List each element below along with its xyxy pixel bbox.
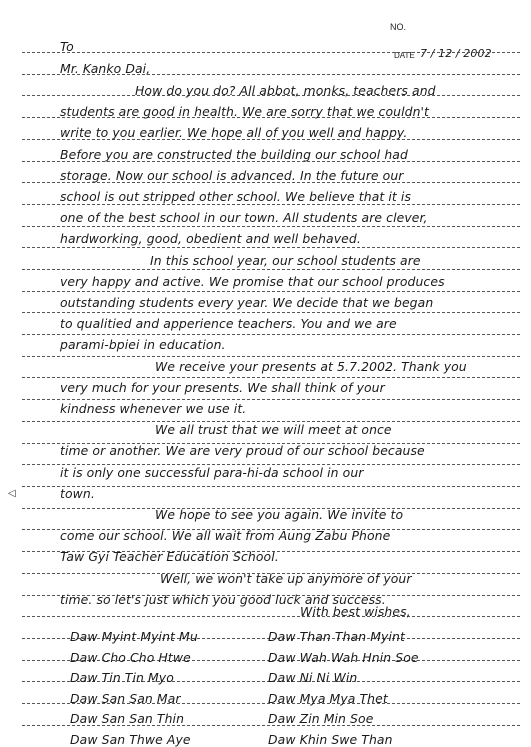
ruled-line: [22, 52, 520, 53]
letter-line: Taw Gyi Teacher Education School.: [60, 549, 279, 565]
letter-line: Before you are constructed the building our school had: [60, 146, 408, 162]
letter-line: In this school year, our school students are: [150, 252, 421, 268]
ruled-line: [22, 399, 520, 400]
ruled-line: [22, 247, 520, 248]
letter-line: write to you earlier. We hope all of you well and happy.: [60, 125, 408, 141]
signature-left: Daw San San Thin: [70, 711, 185, 726]
ruled-line: [22, 204, 520, 205]
letter-line: parami-bpiei in education.: [60, 337, 226, 353]
letter-line: hardworking, good, obedient and well behaved.: [60, 231, 361, 247]
signature-right: Daw Than Than Myint: [268, 629, 405, 644]
letter-line: very much for your presents. We shall think of your: [60, 379, 385, 395]
letter-line: How do you do? All abbot, monks, teachers and: [135, 83, 436, 98]
signature-left: Daw Myint Myint Mu: [70, 629, 198, 644]
letter-line: come our school. We all wait from Aung Zabu Phone: [60, 528, 391, 544]
letter-line: to qualitied and apperience teachers. You and we are: [60, 316, 397, 332]
letter-line: kindness whenever we use it.: [60, 401, 247, 416]
ruled-line: [22, 269, 520, 270]
letter-line: one of the best school in our town. All students are clever,: [60, 210, 428, 226]
ruled-line: [22, 312, 520, 313]
ruled-line: [22, 486, 520, 487]
date-value: 7 / 12 / 2002: [420, 47, 492, 60]
signature-right: Daw Mya Mya Thet: [268, 690, 388, 706]
letter-line: We all trust that we will meet at once: [155, 422, 392, 438]
letter-line: outstanding students every year. We decide that we began: [60, 295, 434, 310]
letter-line: school is out stripped other school. We believe that it is: [60, 189, 412, 204]
signature-left: Daw San San Mar: [70, 690, 181, 706]
ruled-line: [22, 356, 520, 357]
margin-arrow-icon: ◁: [8, 488, 16, 499]
signature-left: Daw Tin Tin Myo: [70, 670, 174, 685]
letter-line: students are good in health. We are sorry that we couldn't: [60, 104, 429, 120]
letter-line: We hope to see you again. We invite to: [155, 507, 404, 522]
signature-left: Daw Cho Cho Htwe: [70, 649, 191, 665]
signature-left: Daw San Thwe Aye: [70, 731, 191, 747]
signature-right: Daw Khin Swe Than: [268, 731, 393, 747]
closing: With best wishes,: [300, 604, 411, 619]
ruled-line: [22, 291, 520, 292]
letter-line: time or another. We are very proud of our school because: [60, 443, 425, 459]
signature-right: Daw Ni Ni Win: [268, 670, 358, 685]
letter-line: time. so let's just which you good luck and success.: [60, 591, 386, 607]
ruled-line: [22, 377, 520, 378]
letter-line: town.: [60, 485, 95, 501]
ruled-line: [22, 334, 520, 335]
letter-line: Well, we won't take up anymore of your: [160, 570, 412, 586]
ruled-line: [22, 616, 520, 617]
signature-right: Daw Wah Wah Hnin Soe: [268, 649, 419, 665]
letter-line: very happy and active. We promise that our school produces: [60, 273, 445, 289]
letter-line: it is only one successful para-hi-da school in our: [60, 464, 364, 480]
letter-line: storage. Now our school is advanced. In the future our: [60, 167, 404, 183]
letter-line: We receive your presents at 5.7.2002. Thank you: [155, 358, 467, 374]
addressee: Mr. Kanko Dai,: [60, 61, 151, 76]
signature-right: Daw Zin Min Soe: [268, 711, 374, 726]
number-label: NO.: [390, 22, 407, 32]
salutation-to: To: [60, 39, 74, 54]
date-label: DATE: [394, 51, 415, 60]
ruled-line: [22, 226, 520, 227]
